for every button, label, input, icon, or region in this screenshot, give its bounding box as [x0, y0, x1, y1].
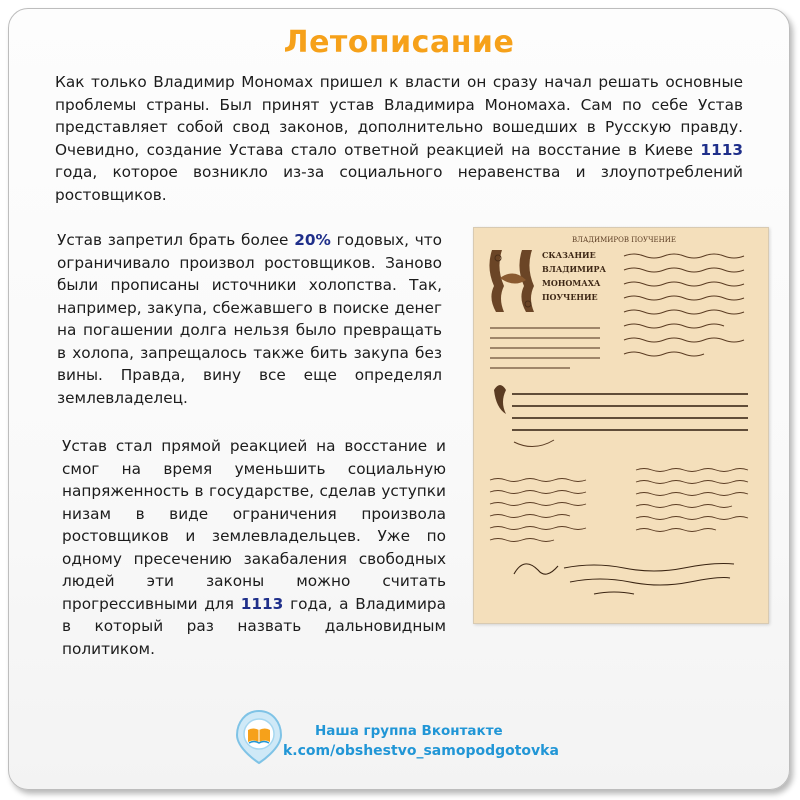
vk-group-label: Наша группа Вконтакте [315, 723, 503, 739]
manuscript-header: ВЛАДИМИРОВ ПОУЧЕНИЕ [572, 236, 676, 244]
year-highlight-2: 1113 [240, 594, 284, 613]
svg-text:СКАЗАНИЕ: СКАЗАНИЕ [542, 250, 596, 260]
year-highlight: 1113 [700, 140, 743, 159]
paragraph-intro-part-2: года, которое возникло из-за социального неравенства и злоупотреблений ростовщиков. [55, 163, 743, 204]
svg-text:ВЛАДИМИРА: ВЛАДИМИРА [542, 264, 606, 274]
svg-text:МОНОМАХА: МОНОМАХА [542, 278, 601, 288]
slide-title: Летописание [283, 25, 515, 60]
percent-highlight: 20% [294, 231, 331, 249]
paragraph-charter-reaction [62, 435, 446, 660]
manuscript-illustration [474, 228, 768, 623]
paragraph-charter-rules-part-2: годовых, что ограничивало произвол ростовщиков. Заново были прописаны источники холопства. Так, например, закупа, сбежавшего в поиске денег на погашении долга нельзя было превращать в холопа, запрещалось также бить закупа без вины. Правда, вину все еще определял землевладелец. [57, 231, 443, 407]
slide-frame [8, 8, 790, 790]
book-icon[interactable] [235, 709, 283, 765]
paragraph-intro-part-1: Как только Владимир Мономах пришел к власти он сразу начал решать основные проблемы страны. Был принят устав Владимира Мономаха. Сам по себе Устав представляет собой свод законов, дополнительно вошедших в Русскую правду. Очевидно, создание Устава стало ответной реакцией на восстание в Киеве [55, 73, 743, 159]
vk-group-link[interactable]: k.com/obshestvo_samopodgotovka [283, 743, 559, 759]
paragraph-charter-rules-part-1: Устав запретил брать более [57, 231, 295, 249]
manuscript-image [473, 227, 769, 624]
paragraph-charter-reaction-part-2: года, а Владимира в который раз назвать дальновидным политиком. [62, 594, 446, 658]
paragraph-intro [55, 71, 743, 206]
svg-text:ПОУЧЕНИЕ: ПОУЧЕНИЕ [542, 292, 598, 302]
paragraph-charter-reaction-part-1: Устав стал прямой реакцией на восстание и смог на время уменьшить социальную напряженность в государстве, сделав уступки низам в виде ограничения произвола ростовщиков и землевладельцев. Уже по одному пресечению закабаления свободных людей эти законы можно считать прогрессивными для [62, 437, 446, 613]
paragraph-charter-rules [57, 229, 442, 409]
